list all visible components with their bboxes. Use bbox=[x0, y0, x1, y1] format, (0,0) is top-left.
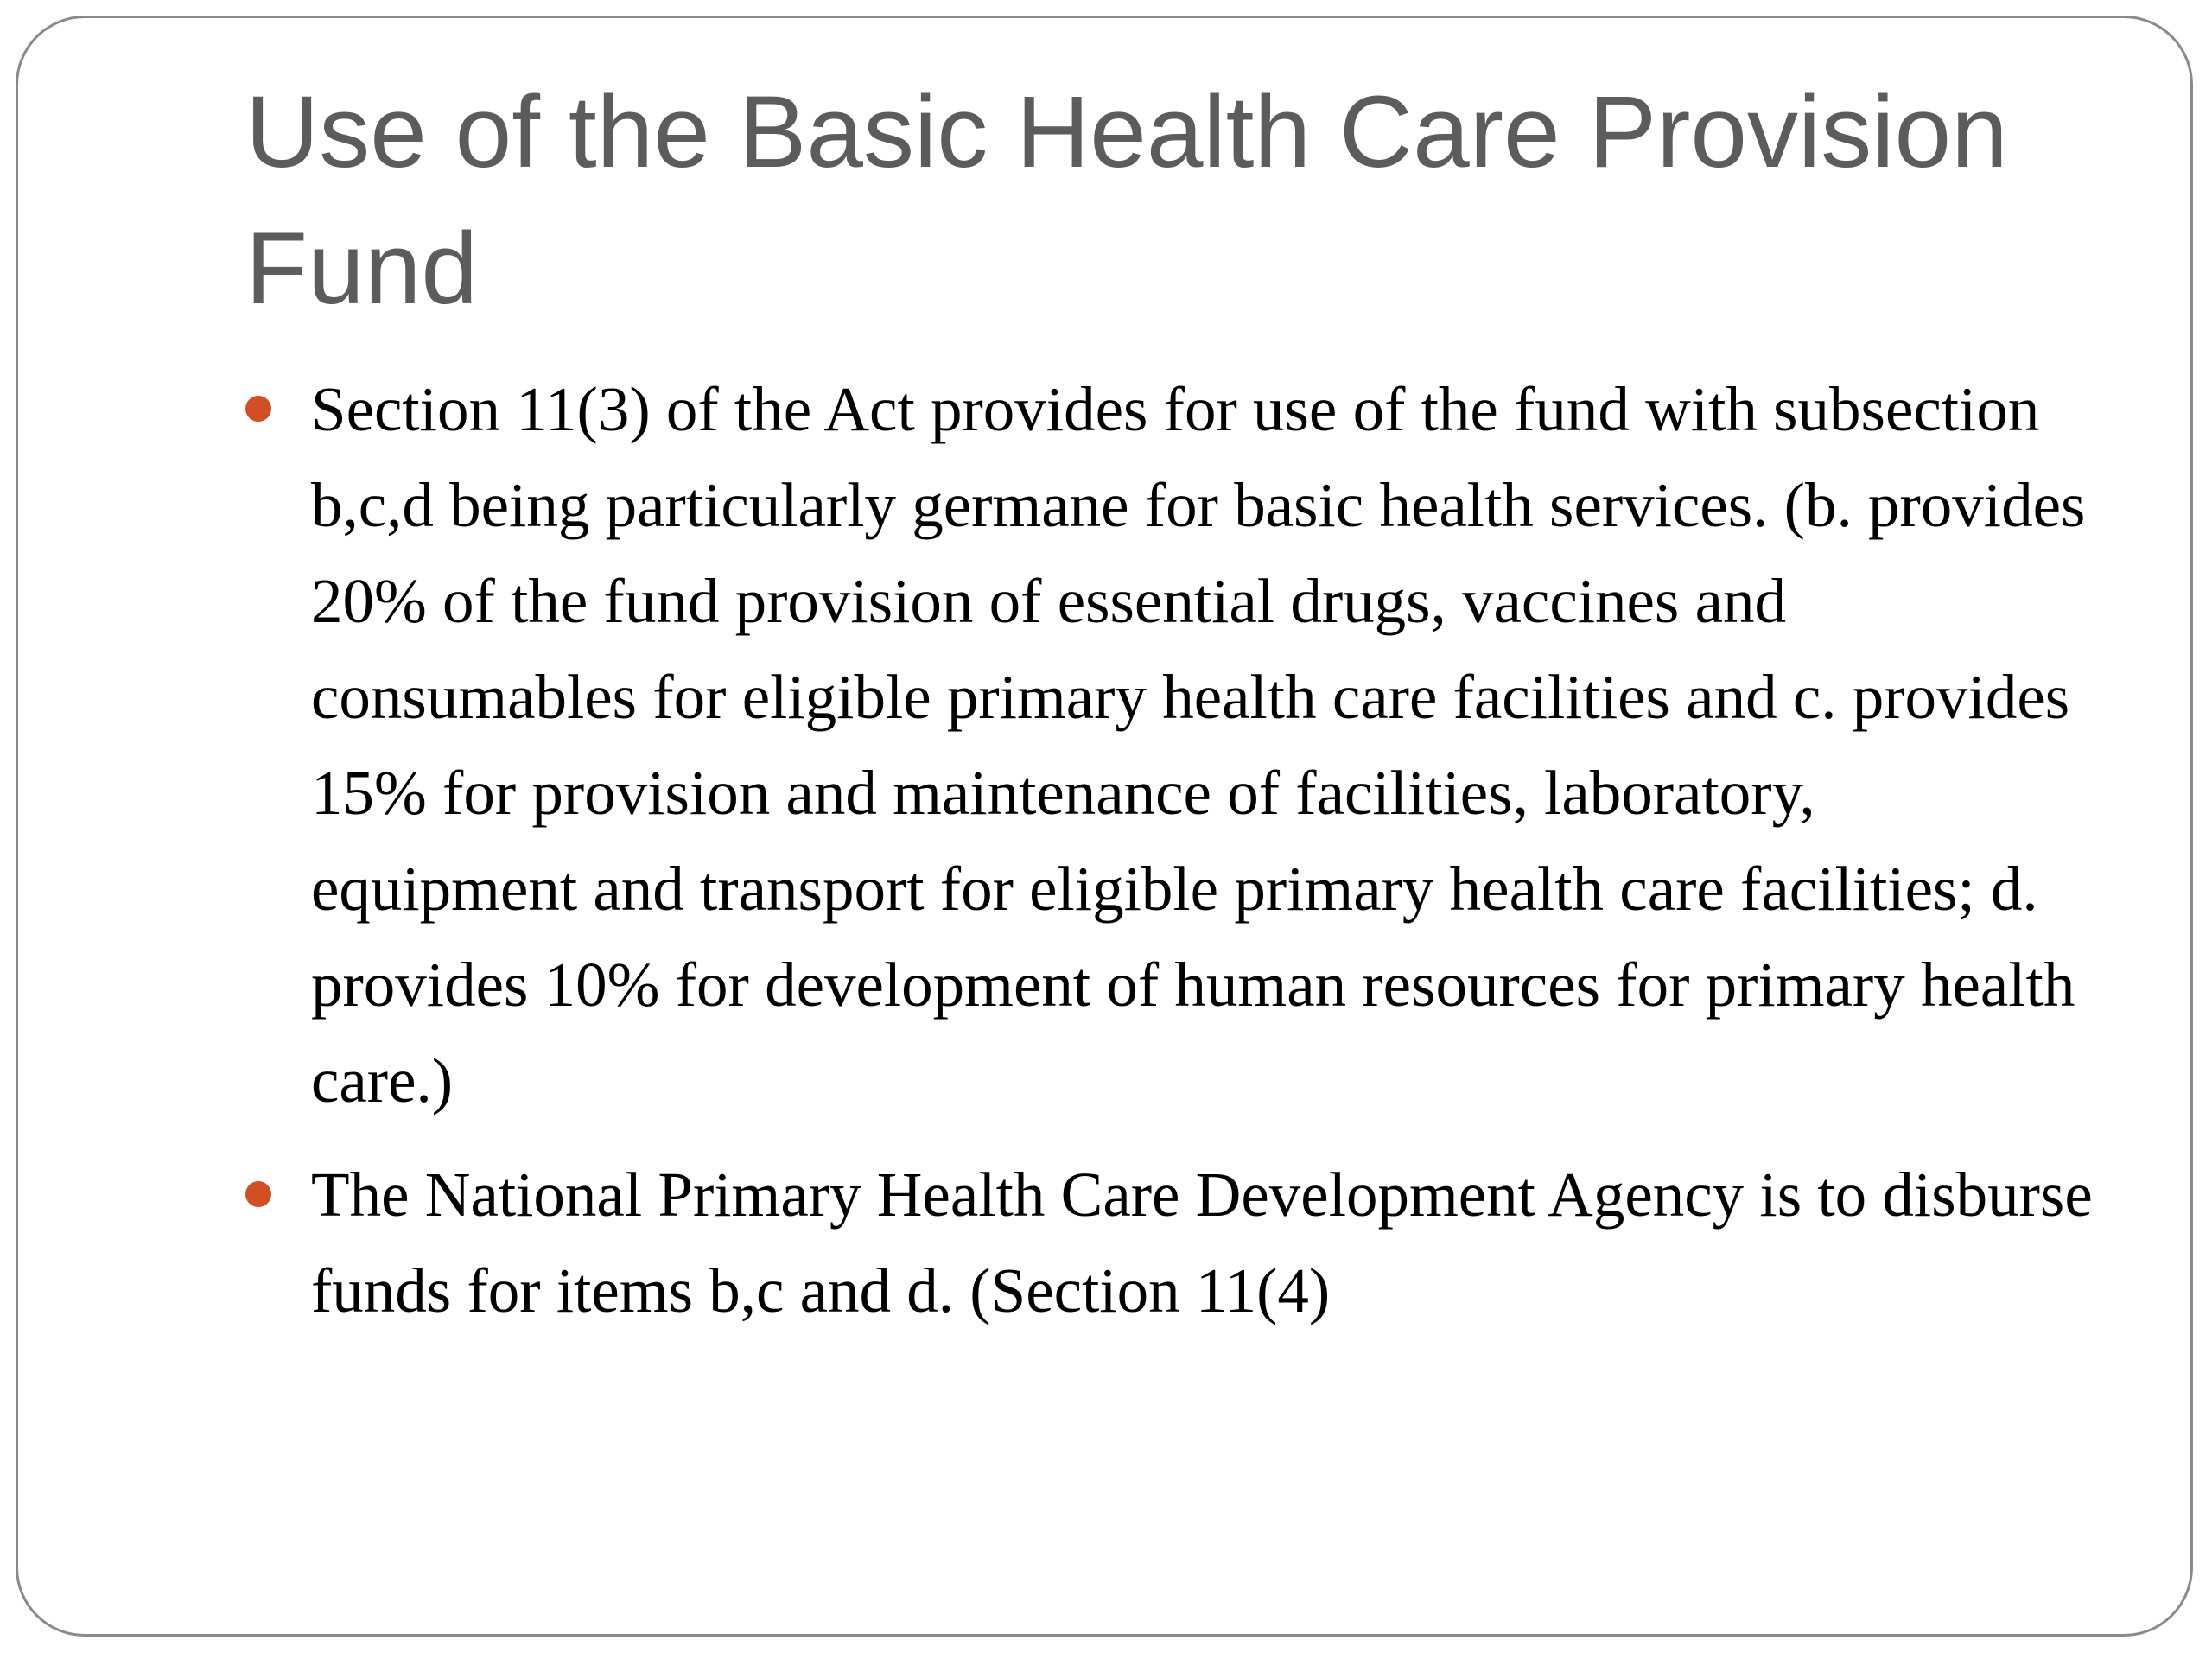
bullet-text: Section 11(3) of the Act provides for use of the fund with subsection b,c,d being particularly germane for basic health services. (b. provides 20% of the fund provision of essential drugs, vaccines and consumables for eligible primary health care facilities and c. provides 15% for provision and maintenance of facilities, laboratory, equipment and transport for eligible primary health care facilities; d. provides 10% for development of human resources for primary health care.) bbox=[311, 374, 2086, 1116]
bullet-list bbox=[245, 361, 2094, 1357]
bullet-text: The National Primary Health Care Development Agency is to disburse funds for items b,c and d. (Section 11(4) bbox=[311, 1160, 2093, 1325]
bullet-dot-icon bbox=[245, 396, 271, 422]
bullet-dot-icon bbox=[245, 1181, 271, 1207]
slide-title: Use of the Basic Health Care Provision Fund bbox=[245, 75, 2008, 326]
bullet-item bbox=[245, 361, 2094, 1128]
bullet-item bbox=[245, 1147, 2094, 1338]
